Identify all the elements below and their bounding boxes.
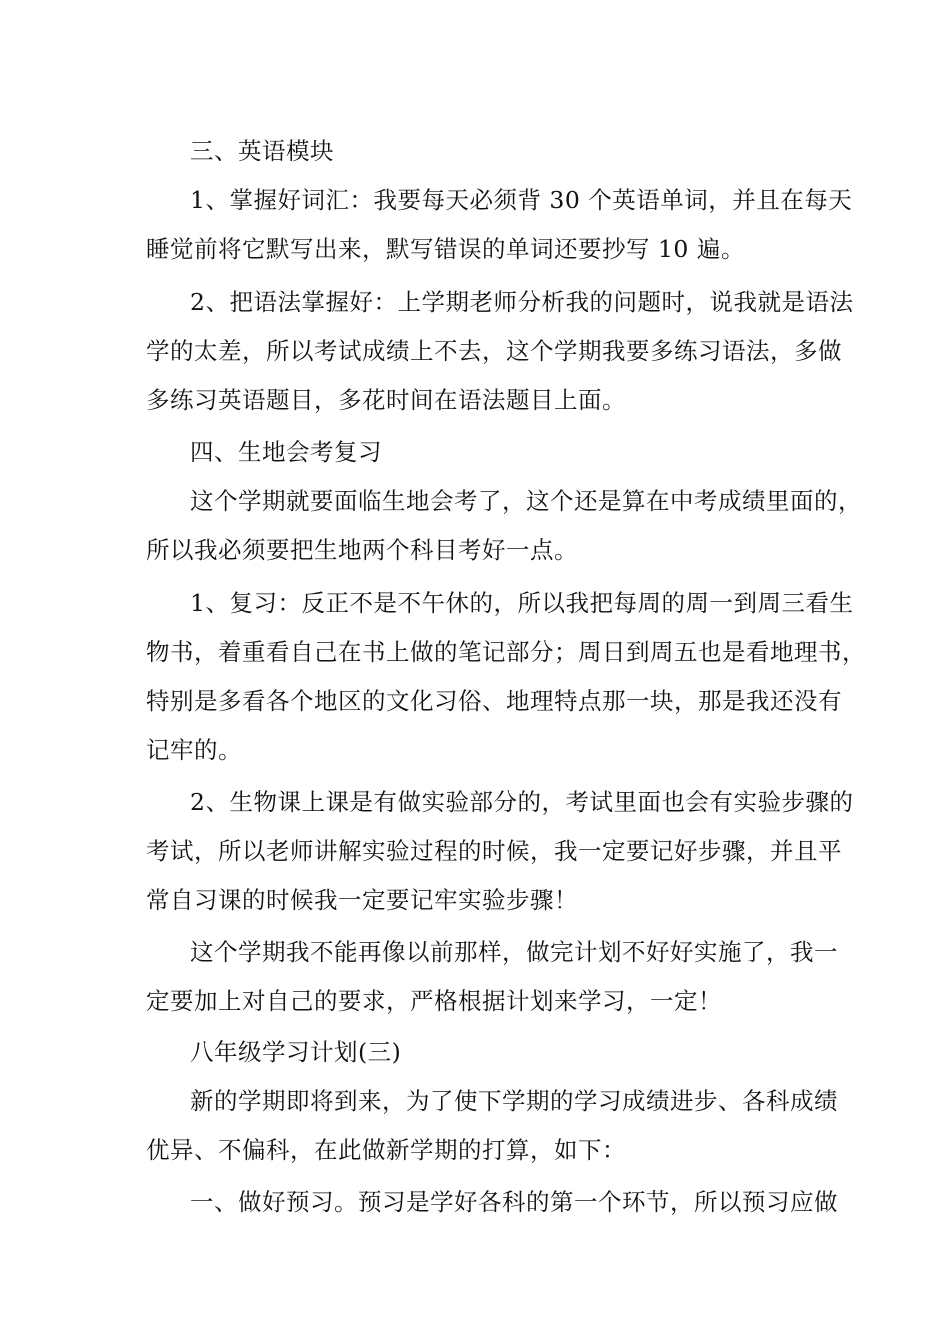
paragraph-line: 优异、不偏科，在此做新学期的打算，如下： bbox=[146, 1136, 626, 1164]
paragraph-line: 物书，着重看自己在书上做的笔记部分；周日到周五也是看地理书， bbox=[146, 638, 866, 666]
paragraph-line: 新的学期即将到来，为了使下学期的学习成绩进步、各科成绩 bbox=[190, 1087, 838, 1115]
paragraph-line: 一、做好预习。预习是学好各科的第一个环节，所以预习应做 bbox=[190, 1188, 838, 1216]
paragraph-line: 定要加上对自己的要求，严格根据计划来学习，一定！ bbox=[146, 987, 722, 1015]
paragraph-line: 特别是多看各个地区的文化习俗、地理特点那一块，那是我还没有 bbox=[146, 687, 842, 715]
paragraph-line: 常自习课的时候我一定要记牢实验步骤！ bbox=[146, 886, 578, 914]
paragraph-line: 1、掌握好词汇：我要每天必须背 30 个英语单词，并且在每天 bbox=[190, 186, 853, 214]
paragraph-line: 1、复习：反正不是不午休的，所以我把每周的周一到周三看生 bbox=[190, 589, 854, 617]
paragraph-line: 考试，所以老师讲解实验过程的时候，我一定要记好步骤，并且平 bbox=[146, 837, 842, 865]
section-heading-english: 三、英语模块 bbox=[190, 137, 334, 165]
paragraph-line: 这个学期就要面临生地会考了，这个还是算在中考成绩里面的， bbox=[190, 487, 862, 515]
paragraph-line: 这个学期我不能再像以前那样，做完计划不好好实施了，我一 bbox=[190, 938, 838, 966]
paragraph-line: 记牢的。 bbox=[146, 736, 242, 764]
paragraph-line: 多练习英语题目，多花时间在语法题目上面。 bbox=[146, 386, 626, 414]
paragraph-line: 2、生物课上课是有做实验部分的，考试里面也会有实验步骤的 bbox=[190, 788, 854, 816]
paragraph-line: 睡觉前将它默写出来，默写错误的单词还要抄写 10 遍。 bbox=[146, 235, 745, 263]
section-heading-study-plan: 八年级学习计划(三) bbox=[190, 1038, 402, 1066]
paragraph-line: 2、把语法掌握好：上学期老师分析我的问题时，说我就是语法 bbox=[190, 288, 854, 316]
section-heading-review: 四、生地会考复习 bbox=[190, 438, 382, 466]
paragraph-line: 所以我必须要把生地两个科目考好一点。 bbox=[146, 536, 578, 564]
paragraph-line: 学的太差，所以考试成绩上不去，这个学期我要多练习语法，多做 bbox=[146, 337, 842, 365]
